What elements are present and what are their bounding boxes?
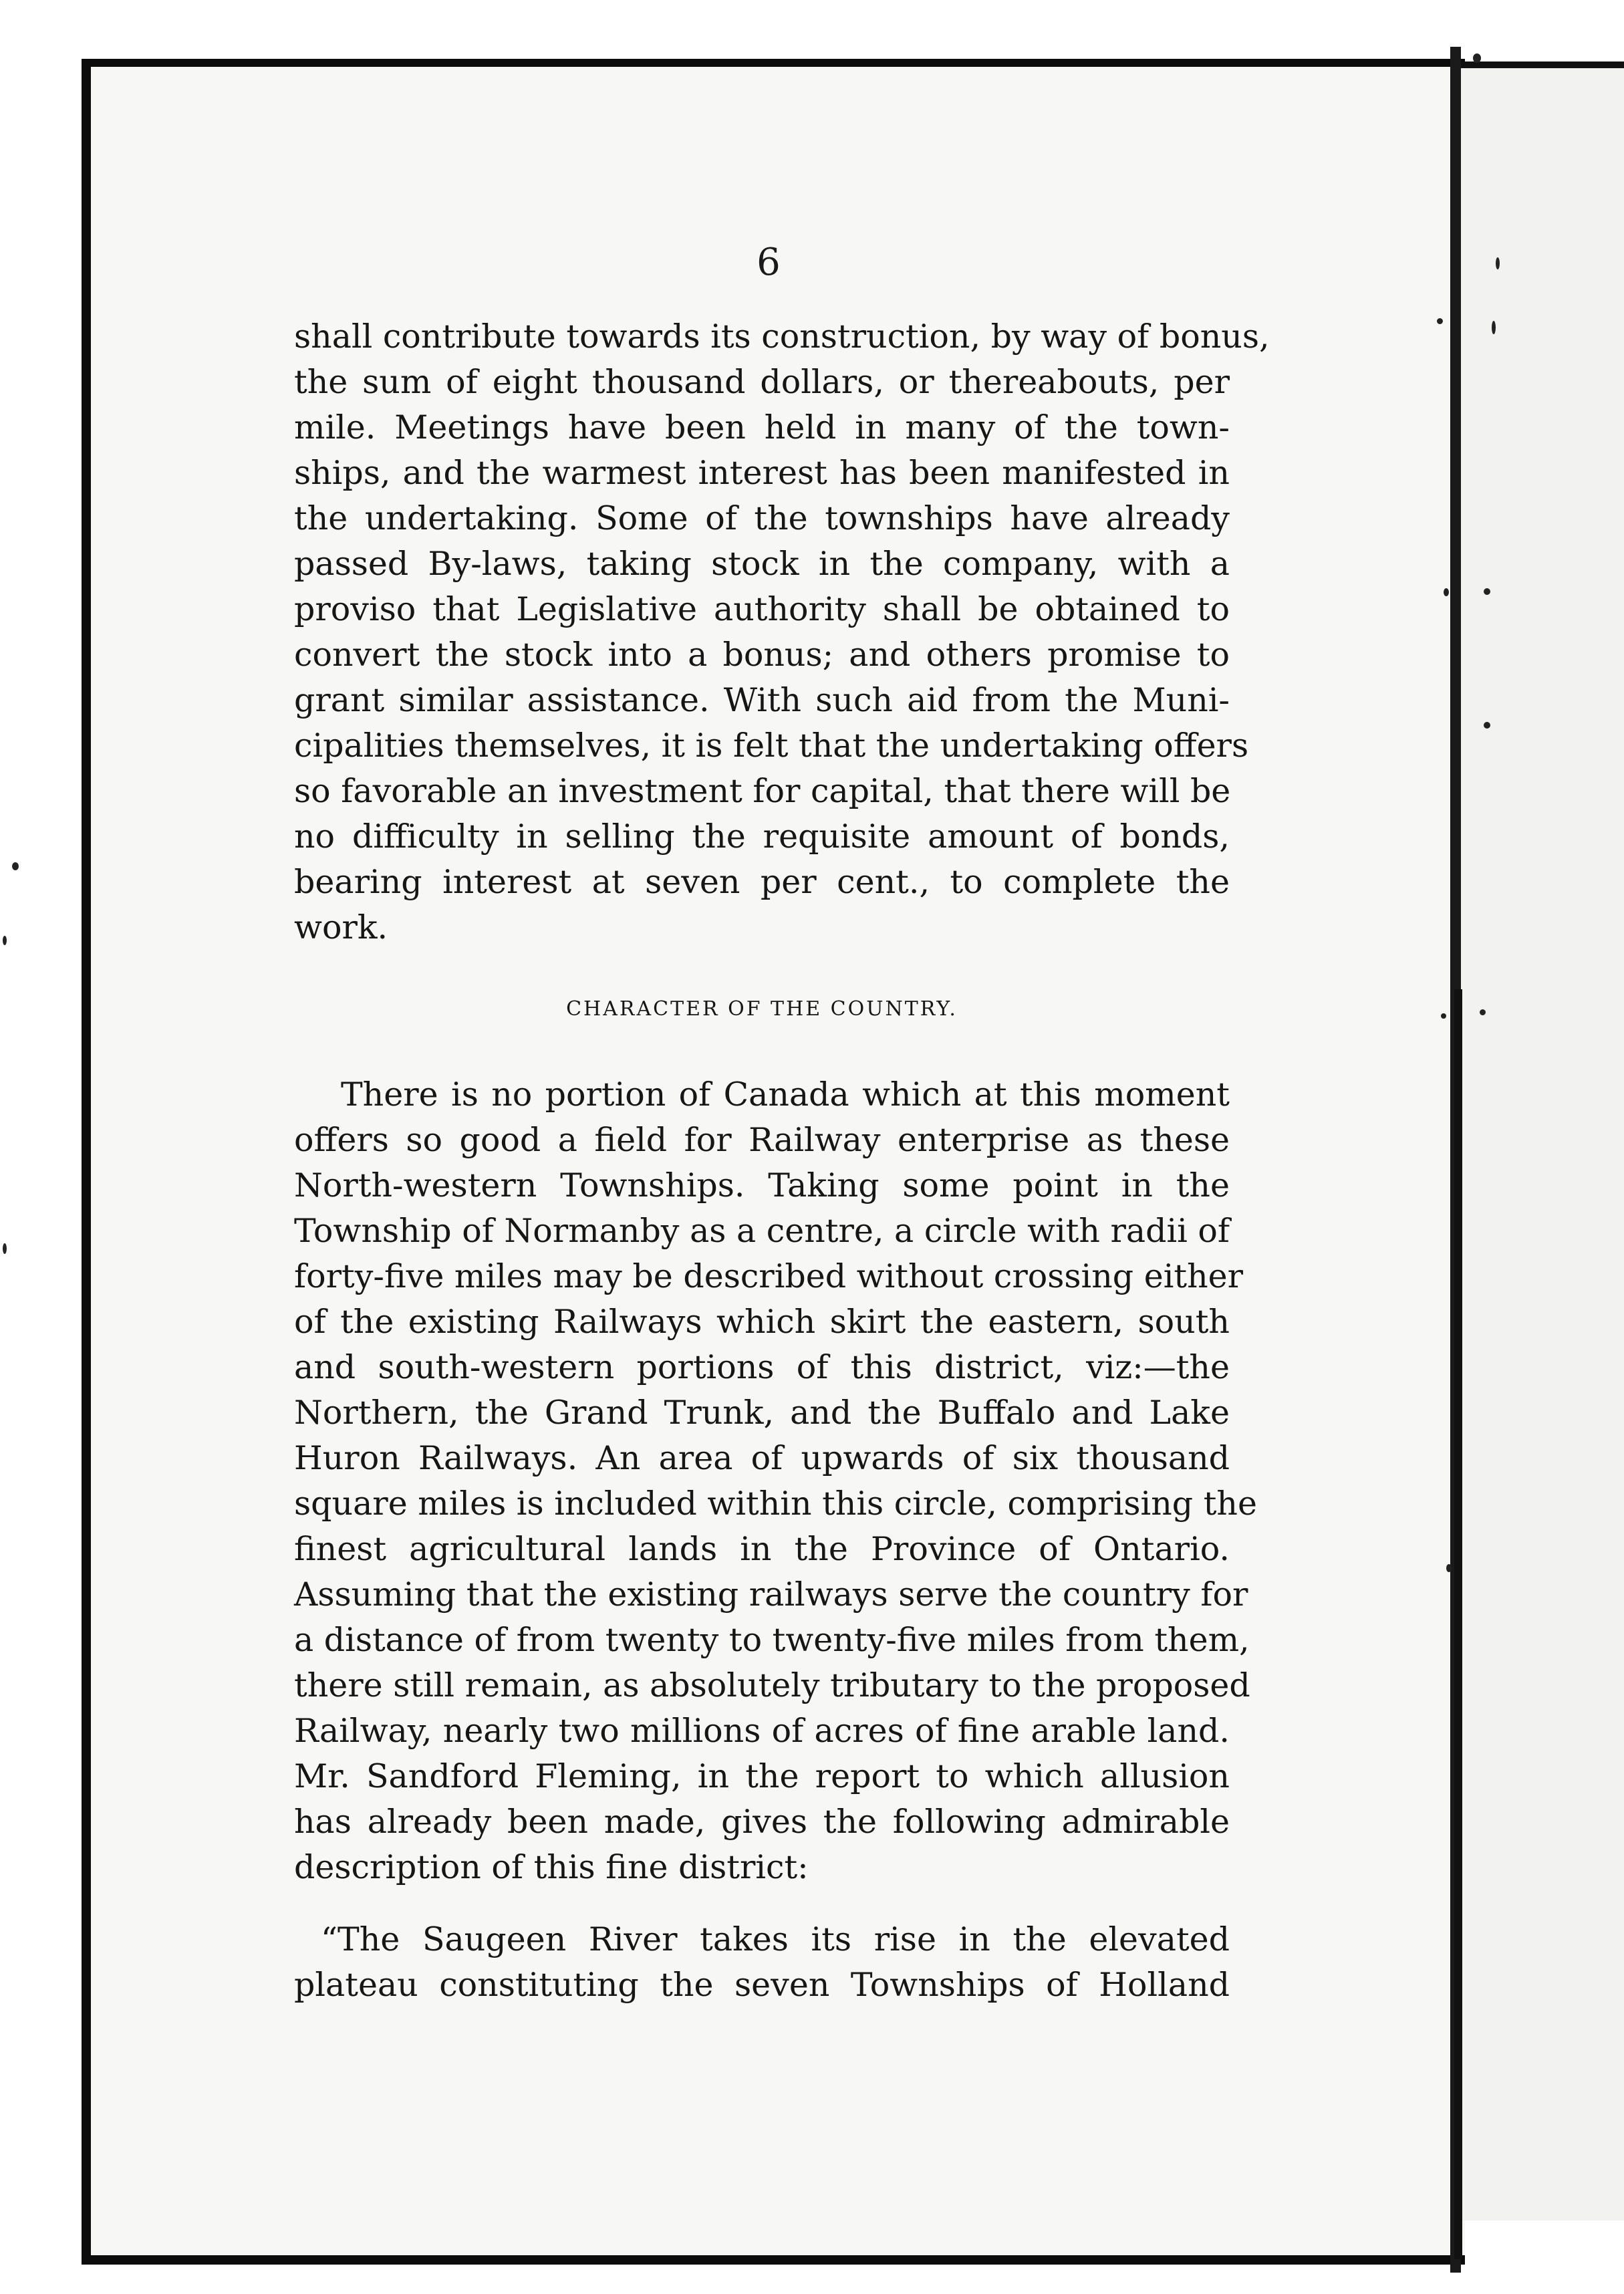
text-line: square miles is included within this circle, comprising the bbox=[294, 1485, 1257, 1523]
text-line: grant similar assistance. With such aid from the Muni- bbox=[294, 681, 1230, 719]
text-line: has already been made, gives the following admirable bbox=[294, 1803, 1230, 1841]
text-line: so favorable an investment for capital, that there will be bbox=[294, 772, 1231, 810]
text-line: Railway, nearly two millions of acres of fine arable land. bbox=[294, 1712, 1230, 1750]
scan-speck bbox=[3, 936, 7, 945]
scan-speck bbox=[1446, 1564, 1452, 1572]
scan-speck bbox=[1484, 722, 1490, 729]
text-line: finest agricultural lands in the Province of Ontario. bbox=[294, 1530, 1230, 1568]
text-line: forty-five miles may be described without crossing either bbox=[294, 1257, 1244, 1295]
text-line: work. bbox=[294, 908, 388, 946]
text-line: Northern, the Grand Trunk, and the Buffalo and Lake bbox=[294, 1394, 1230, 1432]
paragraph-character-of-country bbox=[294, 1072, 1257, 1890]
text-line: and south-western portions of this district, viz:—the bbox=[294, 1348, 1230, 1386]
scan-speck bbox=[12, 862, 19, 870]
binding-edge bbox=[1454, 989, 1462, 2259]
text-line: proviso that Legislative authority shall be obtained to bbox=[294, 590, 1230, 628]
adjacent-page-edge bbox=[1461, 61, 1624, 2220]
text-line: the sum of eight thousand dollars, or thereabouts, per bbox=[294, 363, 1230, 401]
text-line: There is no portion of Canada which at this moment bbox=[341, 1075, 1230, 1114]
text-line: the undertaking. Some of the townships have already bbox=[294, 499, 1230, 537]
text-line: ships, and the warmest interest has been manifested in bbox=[294, 454, 1230, 492]
scan-speck bbox=[1473, 53, 1481, 63]
text-line: Assuming that the existing railways serve the country for bbox=[294, 1575, 1248, 1614]
text-line: Mr. Sandford Fleming, in the report to which allusion bbox=[294, 1757, 1230, 1795]
text-line: shall contribute towards its construction, by way of bonus, bbox=[294, 317, 1270, 356]
text-line: bearing interest at seven per cent., to complete the bbox=[294, 863, 1230, 901]
text-line: Huron Railways. An area of upwards of six thousand bbox=[294, 1439, 1230, 1477]
paragraph-quotation bbox=[294, 1917, 1230, 2008]
scan-speck bbox=[1437, 318, 1443, 324]
scan-speck bbox=[1480, 1009, 1486, 1015]
text-line: North-western Townships. Taking some point in the bbox=[294, 1166, 1230, 1204]
page-body bbox=[294, 314, 1270, 2008]
text-line: passed By-laws, taking stock in the company, with a bbox=[294, 545, 1230, 583]
page-number: 6 bbox=[757, 241, 781, 284]
paragraph-gap bbox=[294, 1890, 1230, 1917]
scan-speck bbox=[1492, 321, 1496, 334]
text-line: plateau constituting the seven Townships of Holland bbox=[294, 1966, 1230, 2004]
text-line: a distance of from twenty to twenty-five miles from them, bbox=[294, 1621, 1250, 1659]
text-line: description of this fine district: bbox=[294, 1848, 809, 1886]
text-line: “The Saugeen River takes its rise in the elevated bbox=[321, 1920, 1230, 1958]
scan-speck bbox=[1444, 588, 1449, 596]
text-line: offers so good a field for Railway enterprise as these bbox=[294, 1121, 1230, 1159]
text-line: Township of Normanby as a centre, a circle with radii of bbox=[294, 1212, 1230, 1250]
text-line: mile. Meetings have been held in many of the town- bbox=[294, 408, 1230, 447]
text-line: cipalities themselves, it is felt that the undertaking offers bbox=[294, 727, 1249, 765]
text-line: convert the stock into a bonus; and others promise to bbox=[294, 636, 1230, 674]
scan-speck bbox=[3, 1243, 7, 1254]
scan-speck bbox=[1484, 588, 1490, 595]
scan-speck bbox=[1441, 1013, 1446, 1019]
text-line: no difficulty in selling the requisite amount of bonds, bbox=[294, 817, 1230, 856]
text-line: there still remain, as absolutely tributary to the proposed bbox=[294, 1666, 1250, 1704]
text-line: of the existing Railways which skirt the eastern, south bbox=[294, 1303, 1230, 1341]
paragraph-funding bbox=[294, 314, 1270, 950]
section-heading: CHARACTER OF THE COUNTRY. bbox=[566, 997, 958, 1021]
